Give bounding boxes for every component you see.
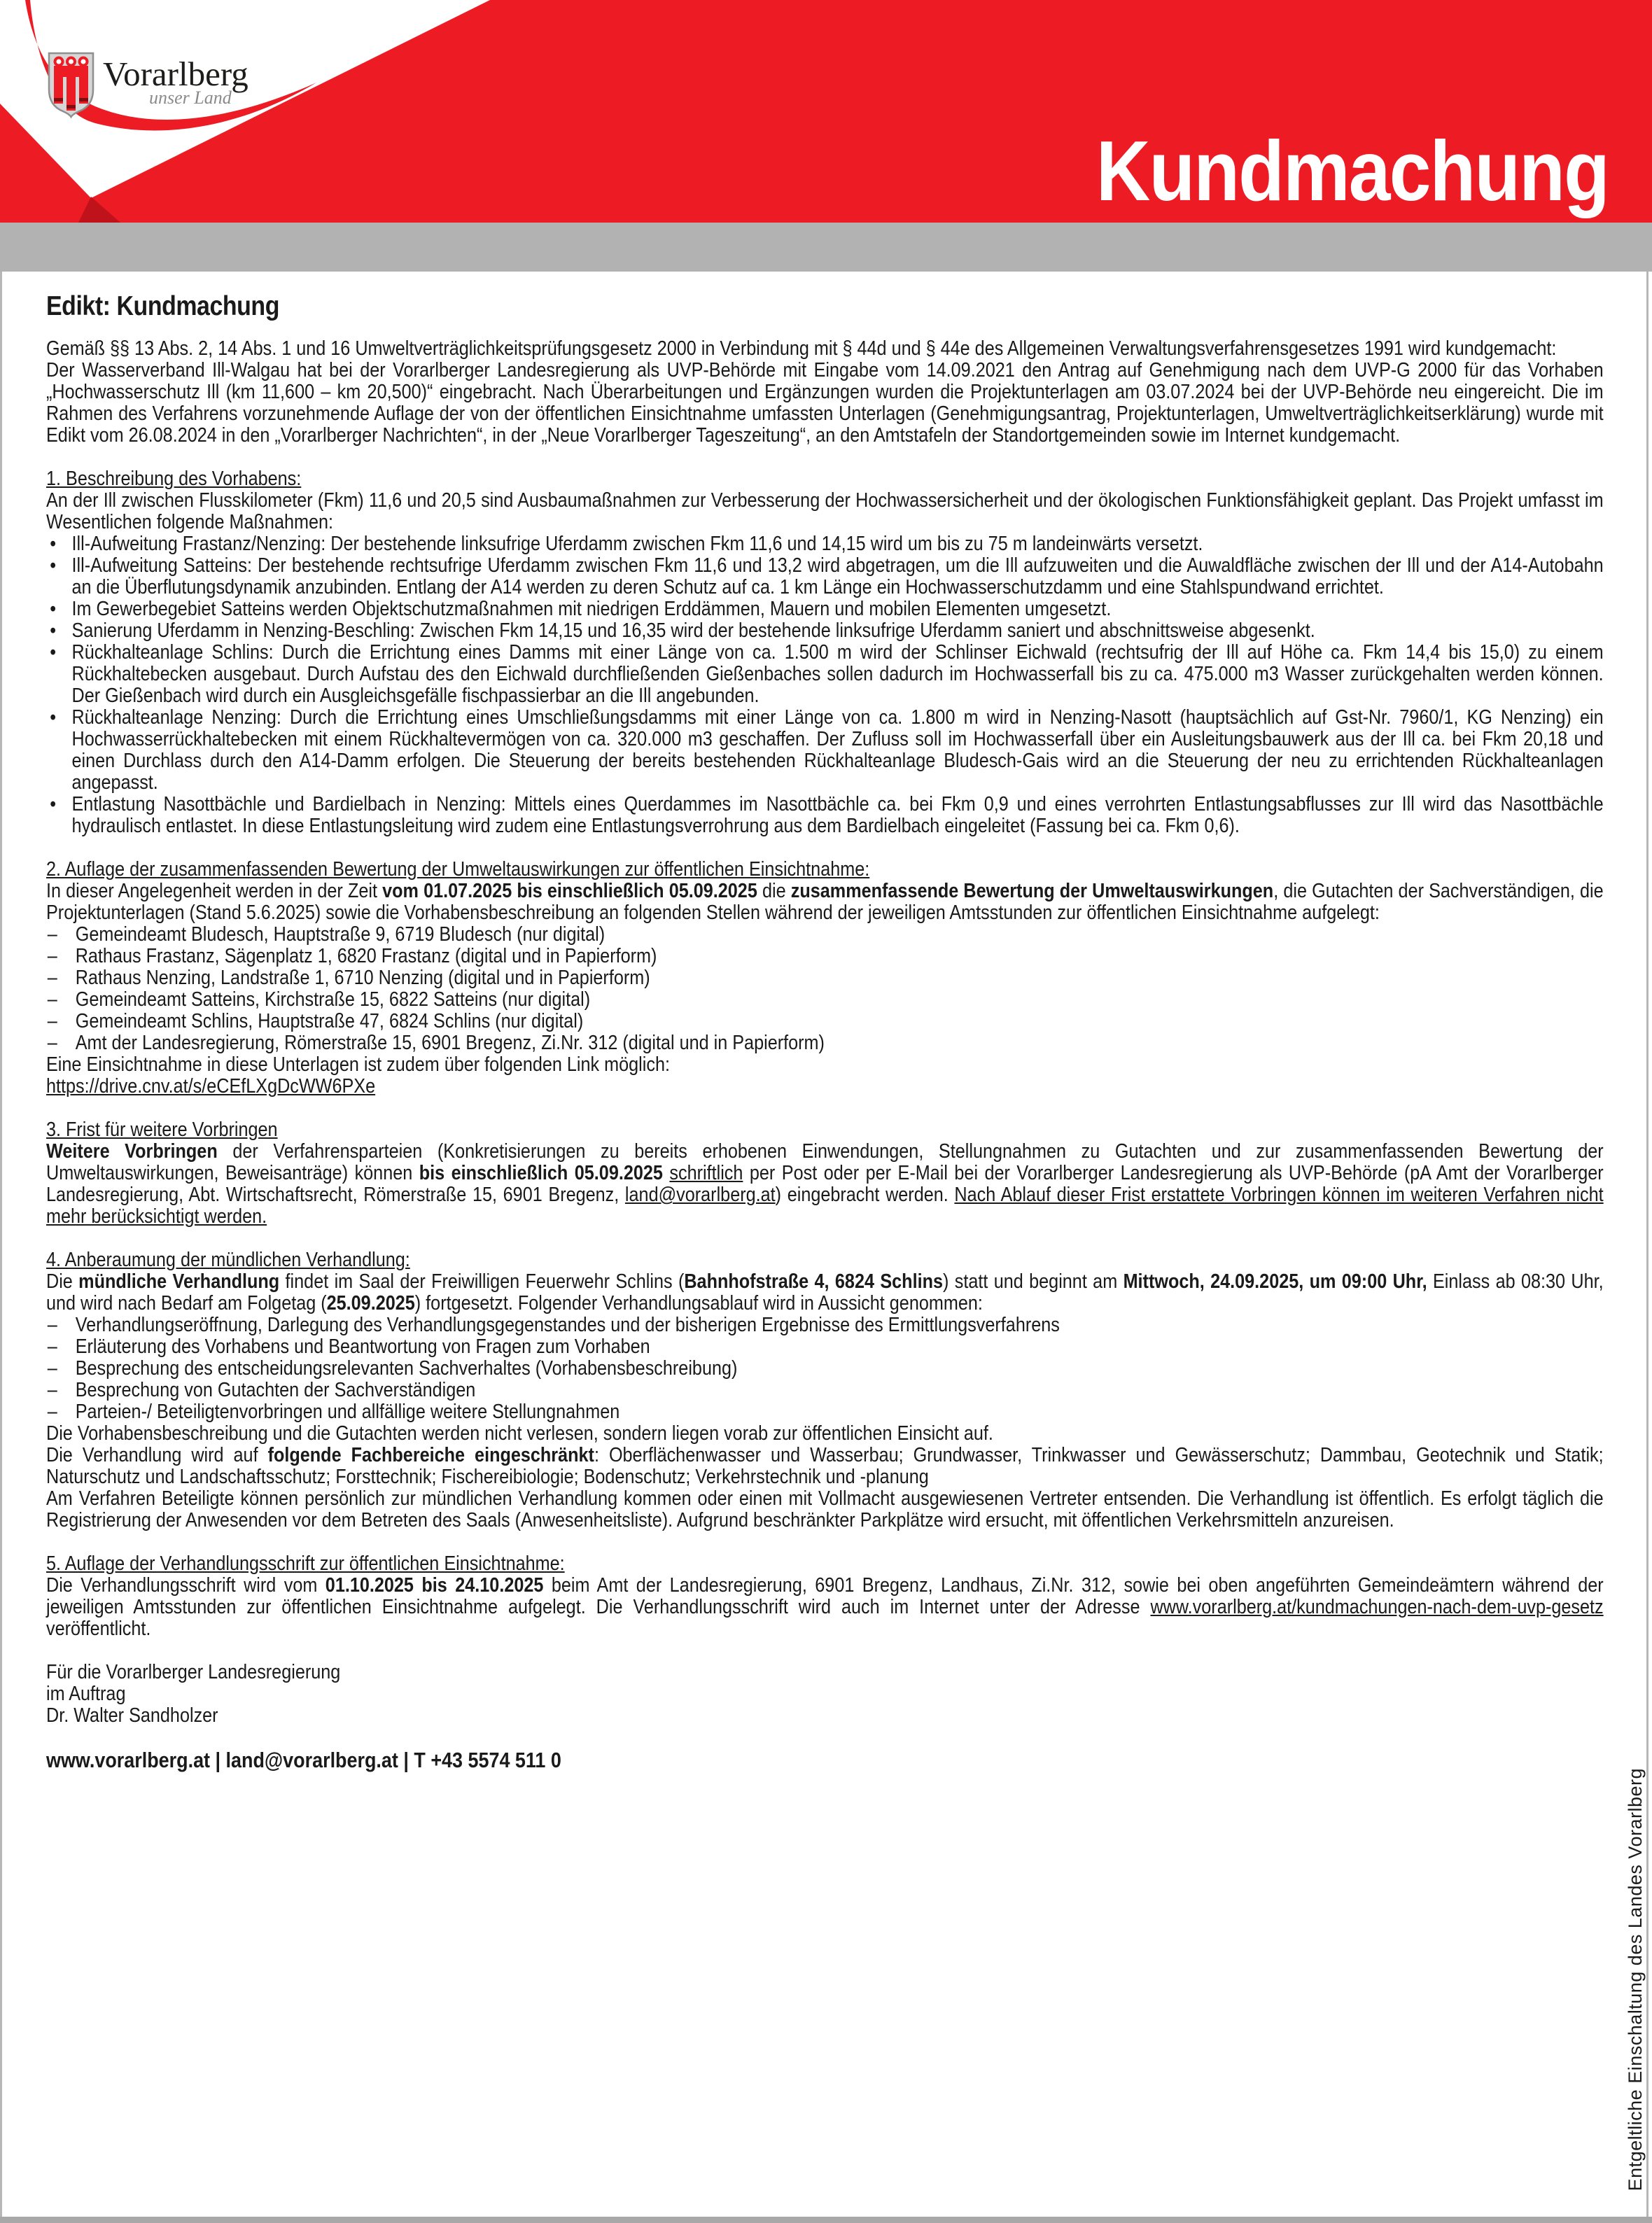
list-item xyxy=(46,1401,1604,1423)
bullet-marker: • xyxy=(50,706,57,729)
section-heading-text: 2. Auflage der zusammenfassenden Bewertung der Umweltauswirkungen zur öffentlichen Einsichtnahme: xyxy=(46,858,870,881)
bullet-marker: • xyxy=(50,793,57,815)
list-item-text xyxy=(71,642,1603,707)
list-item xyxy=(46,642,1604,707)
paragraph xyxy=(46,1575,1604,1640)
text-segment: der Verfahrensparteien (Konkretisierungen zu bereits erhobenen Einwendungen, Stellungnahmen zu Gutachten und zur zusammenfassenden Bewertung der Umweltauswirkungen, Beweisanträge) können xyxy=(46,1140,1604,1184)
list-item-text xyxy=(71,794,1603,837)
paragraph xyxy=(46,360,1604,447)
text-segment: ) fortgesetzt. Folgender Verhandlungsablauf wird in Aussicht genommen: xyxy=(414,1292,983,1314)
list-item xyxy=(46,946,1604,967)
signature-line: Für die Vorarlberger Landesregierung xyxy=(46,1661,341,1683)
dash-marker: – xyxy=(47,1357,57,1380)
list-item xyxy=(46,924,1604,946)
list-item xyxy=(46,989,1604,1011)
text-segment: Die xyxy=(46,1270,79,1293)
brand-tagline: unser Land xyxy=(149,87,232,108)
text-segment: Rückhalteanlage Nenzing: Durch die Errichtung eines Umschließungsdamms mit einer Länge von ca. 1.800 m wird in Nenzing-Nasott (hauptsächlich auf Gst-Nr. 7960/1, KG Nenzing) ein Hochwasserrückhaltebecken mit einem Rückhaltevermögen von ca. 320.000 m3 geschaffen. Der Zufluss soll im Hochwasserfall über ein Ausleitungsbauwerk aus der Ill ca. bei Fkm 20,18 und einen Durchlass durch den A14-Damm erfolgen. Die Steuerung der bereits bestehenden Rückhalteanlage Bludesch-Gais wird an die Steuerung der neu zu errichtenden Rückhalteanlagen angepasst. xyxy=(71,706,1604,794)
list-item-text xyxy=(71,598,1603,620)
list-item xyxy=(46,533,1604,555)
text-segment: Einlass ab 08:30 Uhr, und wird nach Bedarf am Folgetag ( xyxy=(46,1270,1604,1314)
contact-footer-line: www.vorarlberg.at | land@vorarlberg.at | T +43 5574 511 0 xyxy=(46,1748,561,1772)
list-item-text xyxy=(76,1032,1604,1054)
text-segment: Die Verhandlungsschrift wird vom xyxy=(46,1574,326,1597)
list-item-text xyxy=(76,1336,1604,1358)
section-heading xyxy=(46,1249,1604,1271)
text-segment: Gemeindeamt Bludesch, Hauptstraße 9, 6719 Bludesch (nur digital) xyxy=(75,923,606,946)
list-item-text xyxy=(76,1380,1604,1401)
section-heading xyxy=(46,1553,1604,1575)
text-segment: Weitere Vorbringen xyxy=(46,1140,218,1163)
list-item xyxy=(46,1336,1604,1358)
paragraph xyxy=(46,1141,1604,1228)
link-text[interactable]: land@vorarlberg.at xyxy=(624,1184,776,1206)
list-item-text xyxy=(71,707,1603,794)
dash-marker: – xyxy=(47,1314,57,1336)
text-segment: Rathaus Nenzing, Landstraße 1, 6710 Nenzing (digital und in Papierform) xyxy=(75,967,650,989)
text-segment: Entlastung Nasottbächle und Bardielbach in Nenzing: Mittels eines Querdammes im Nasottbächle ca. bei Fkm 0,9 und eines verrohrten Entlastungsabflusses zur Ill wird das Nasottbächle hydraulisch entlastet. In diese Entlastungsleitung wird zudem eine Entlastungsverrohrung aus dem Bardielbach eingeleitet (Fassung bei ca. Fkm 0,6). xyxy=(71,793,1604,837)
text-segment: beim Amt der Landesregierung, 6901 Bregenz, Landhaus, Zi.Nr. 312, sowie bei oben angeführten Gemeindeämtern während der jeweiligen Amtsstunden zur öffentlichen Einsichtnahme aufgelegt. Die Verhandlungsschrift wird auch im Internet unter der Adresse xyxy=(46,1574,1604,1618)
list-item-text xyxy=(76,946,1604,967)
text-segment: Im Gewerbegebiet Satteins werden Objektschutzmaßnahmen mit niedrigen Erddämmen, Mauern und mobilen Elementen umgesetzt. xyxy=(71,598,1112,620)
document-title: Edikt: Kundmachung xyxy=(46,291,279,321)
dash-marker: – xyxy=(47,945,57,967)
list-item-text xyxy=(71,620,1603,642)
bullet-marker: • xyxy=(50,554,57,577)
section-heading-text: 5. Auflage der Verhandlungsschrift zur öffentlichen Einsichtnahme: xyxy=(46,1552,565,1575)
text-segment: Erläuterung des Vorhabens und Beantwortung von Fragen zum Vorhaben xyxy=(75,1335,650,1358)
list-item xyxy=(46,555,1604,598)
page-left-border xyxy=(0,272,2,2217)
text-segment: per Post oder per E-Mail bei der Vorarlberger Landesregierung als UVP-Behörde (pA Amt der Vorarlberger Landesregierung, Abt. Wirtschaftsrecht, Römerstraße 15, 6901 Bregenz, xyxy=(46,1162,1604,1206)
dash-marker: – xyxy=(47,1401,57,1423)
dash-list xyxy=(46,1314,1604,1423)
page-right-border xyxy=(1646,272,1648,2217)
text-segment: In dieser Angelegenheit werden in der Zeit xyxy=(46,880,383,902)
bullet-marker: • xyxy=(50,598,57,620)
dash-marker: – xyxy=(47,1379,57,1401)
signature-line: im Auftrag xyxy=(46,1683,126,1705)
list-item xyxy=(46,707,1604,794)
paragraph xyxy=(46,881,1604,924)
section-heading-text: 3. Frist für weitere Vorbringen xyxy=(46,1118,278,1141)
dash-marker: – xyxy=(47,1335,57,1358)
bullet-marker: • xyxy=(50,641,57,664)
list-item xyxy=(46,1358,1604,1380)
text-segment: zusammenfassende Bewertung der Umweltauswirkungen xyxy=(790,880,1274,902)
list-item-text xyxy=(71,533,1603,555)
text-segment: , die Gutachten der Sachverständigen, die Projektunterlagen (Stand 5.6.2025) sowie die Vorhabensbeschreibung an folgenden Stellen während der jeweiligen Amtsstunden zur öffentlichen Einsichtnahme aufgelegt: xyxy=(46,880,1604,924)
text-segment: veröffentlicht. xyxy=(46,1618,151,1640)
signature-block xyxy=(46,1662,1604,1727)
text-segment: Gemeindeamt Satteins, Kirchstraße 15, 6822 Satteins (nur digital) xyxy=(75,988,591,1011)
text-segment: Sanierung Uferdamm in Nenzing-Beschling: Zwischen Fkm 14,15 und 16,35 wird der bestehende linksufrige Uferdamm saniert und abschnittsweise abgesenkt. xyxy=(71,619,1315,642)
dash-marker: – xyxy=(47,988,57,1011)
bullet-marker: • xyxy=(50,619,57,642)
text-segment: Die Verhandlung wird auf xyxy=(46,1444,268,1466)
dash-marker: – xyxy=(47,1010,57,1032)
text-segment: vom 01.07.2025 bis einschließlich 05.09.2025 xyxy=(382,880,757,902)
paragraph xyxy=(46,490,1604,533)
text-segment: ) eingebracht werden. xyxy=(775,1184,955,1206)
text-segment: Eine Einsichtnahme in diese Unterlagen ist zudem über folgenden Link möglich: xyxy=(46,1053,670,1076)
paragraph xyxy=(46,1445,1604,1488)
text-segment: Mittwoch, 24.09.2025, um 09:00 Uhr, xyxy=(1123,1270,1427,1293)
list-item-text xyxy=(76,1314,1604,1336)
section-heading xyxy=(46,468,1604,490)
text-segment: Die Vorhabensbeschreibung und die Gutachten werden nicht verlesen, sondern liegen vorab zur öffentlichen Einsicht auf. xyxy=(46,1422,993,1445)
section-heading-text: 4. Anberaumung der mündlichen Verhandlung: xyxy=(46,1249,410,1271)
text-segment: Besprechung von Gutachten der Sachverständigen xyxy=(75,1379,476,1401)
list-item-text xyxy=(76,1401,1604,1423)
list-item xyxy=(46,1011,1604,1032)
paragraph xyxy=(46,1076,1604,1098)
link-text[interactable]: https://drive.cnv.at/s/eCEfLXgDcWW6PXe xyxy=(46,1075,376,1098)
text-segment: Bahnhofstraße 4, 6824 Schlins xyxy=(684,1270,943,1293)
section-heading xyxy=(46,859,1604,881)
bullet-list xyxy=(46,533,1604,837)
paragraph xyxy=(46,1423,1604,1445)
list-item xyxy=(46,1380,1604,1401)
list-item xyxy=(46,794,1604,837)
text-segment: folgende Fachbereiche eingeschränkt xyxy=(267,1444,594,1466)
section-heading-text: 1. Beschreibung des Vorhabens: xyxy=(46,468,302,490)
text-segment: Besprechung des entscheidungsrelevanten Sachverhaltes (Vorhabensbeschreibung) xyxy=(75,1357,738,1380)
list-item xyxy=(46,598,1604,620)
text-segment: Parteien-/ Beteiligtenvorbringen und allfällige weitere Stellungnahmen xyxy=(75,1401,620,1423)
list-item-text xyxy=(76,967,1604,989)
section-heading xyxy=(46,1119,1604,1141)
list-item xyxy=(46,620,1604,642)
text-segment: 25.09.2025 xyxy=(326,1292,415,1314)
signature-line: Dr. Walter Sandholzer xyxy=(46,1704,218,1727)
text-segment: die xyxy=(757,880,791,902)
text-segment: Verhandlungseröffnung, Darlegung des Verhandlungsgegenstandes und der bisherigen Ergebnisse des Ermittlungsverfahrens xyxy=(75,1314,1060,1336)
header-gray-band xyxy=(0,223,1652,272)
text-segment: mündliche Verhandlung xyxy=(78,1270,280,1293)
page-bottom-bar xyxy=(0,2217,1652,2223)
text-segment: ) statt und beginnt am xyxy=(942,1270,1124,1293)
text-segment: findet im Saal der Freiwilligen Feuerwehr Schlins ( xyxy=(279,1270,685,1293)
paid-insertion-side-note: Entgeltliche Einschaltung des Landes Vorarlberg xyxy=(1625,1767,1646,2191)
text-segment xyxy=(663,1162,669,1184)
vorarlberg-coat-of-arms-icon xyxy=(49,53,93,117)
bullet-marker: • xyxy=(50,533,57,555)
dash-list xyxy=(46,924,1604,1054)
text-segment: Gemäß §§ 13 Abs. 2, 14 Abs. 1 und 16 Umweltverträglichkeitsprüfungsgesetz 2000 in Verbindung mit § 44d und § 44e des Allgemeinen Verwaltungsverfahrensgesetzes 1991 wird kundgemacht: xyxy=(46,337,1557,360)
paragraph xyxy=(46,338,1604,360)
text-segment: : Oberflächenwasser und Wasserbau; Grundwasser, Trinkwasser und Gewässerschutz; Dammbau, Geotechnik und Statik; Naturschutz und Landschaftsschutz; Forsttechnik; Fischereibiologie; Bodenschutz; Verkehrstechnik und -planung xyxy=(46,1444,1604,1488)
list-item xyxy=(46,967,1604,989)
text-segment: Amt der Landesregierung, Römerstraße 15, 6901 Bregenz, Zi.Nr. 312 (digital und in Papierform) xyxy=(75,1032,825,1054)
list-item-text xyxy=(76,1011,1604,1032)
list-item xyxy=(46,1032,1604,1054)
list-item-text xyxy=(76,924,1604,946)
document-blocks xyxy=(46,338,1604,1727)
brand-wordmark: Vorarlberg xyxy=(103,55,248,93)
list-item-text xyxy=(71,555,1603,598)
list-item-text xyxy=(76,1358,1604,1380)
text-segment: Der Wasserverband Ill-Walgau hat bei der Vorarlberger Landesregierung als UVP-Behörde mit Eingabe vom 14.09.2021 den Antrag auf Genehmigung nach dem UVP-G 2000 für das Vorhaben „Hochwasserschutz Ill (km 11,600 – km 20,500)“ eingebracht. Nach Überarbeitungen und Ergänzungen wurden die Projektunterlagen am 03.07.2024 bei der UVP-Behörde neu eingereicht. Die im Rahmen des Verfahrens vorzunehmende Auflage der von der öffentlichen Einsichtnahme umfassten Unterlagen (Genehmigungsantrag, Projektunterlagen, Umweltverträglichkeitserklärung) wurde mit Edikt vom 26.08.2024 in den „Vorarlberger Nachrichten“, in der „Neue Vorarlberger Tageszeitung“, an den Amtstafeln der Standortgemeinden sowie im Internet kundgemacht. xyxy=(46,359,1604,447)
paragraph xyxy=(46,1054,1604,1076)
text-segment: Ill-Aufweitung Satteins: Der bestehende rechtsufrige Uferdamm zwischen Fkm 11,6 und 13,2 wird abgetragen, um die Ill aufzuweiten und die Auwaldfläche zwischen der Ill und der A14-Autobahn an die Überflutungsdynamik anzubinden. Entlang der A14 werden zu deren Schutz auf ca. 1 km Länge ein Hochwasserschutzdamm und eine Stahlspundwand errichtet. xyxy=(71,554,1604,598)
text-segment: bis einschließlich 05.09.2025 xyxy=(419,1162,663,1184)
dash-marker: – xyxy=(47,1032,57,1054)
text-segment: Gemeindeamt Schlins, Hauptstraße 47, 6824 Schlins (nur digital) xyxy=(75,1010,584,1032)
document-body xyxy=(46,291,1604,1772)
dash-marker: – xyxy=(47,967,57,989)
list-item-text xyxy=(76,989,1604,1011)
text-segment: Rückhalteanlage Schlins: Durch die Errichtung eines Damms mit einer Länge von ca. 1.500 m wird der Schlinser Eichwald (rechtsufrig der Ill auf Höhe ca. Fkm 14,4 bis 15,0) zu einem Rückhaltebecken ausgebaut. Durch Aufstau des den Eichwald durchfließenden Gießenbaches sollen dadurch im Hochwasserfall bis zu ca. 475.000 m3 Wasser zurückgehalten werden können. Der Gießenbach wird durch ein Ausgleichsgefälle fischpassierbar an die Ill angebunden. xyxy=(71,641,1604,707)
link-text[interactable]: www.vorarlberg.at/kundmachungen-nach-dem-uvp-gesetz xyxy=(1150,1596,1604,1618)
text-segment: schriftlich xyxy=(669,1162,743,1184)
text-segment: 01.10.2025 bis 24.10.2025 xyxy=(325,1574,544,1597)
paragraph xyxy=(46,1271,1604,1314)
text-segment: Nach Ablauf dieser Frist erstattete Vorbringen können im weiteren Verfahren nicht mehr berücksichtigt werden. xyxy=(46,1184,1604,1228)
paragraph xyxy=(46,1488,1604,1531)
dash-marker: – xyxy=(47,923,57,946)
text-segment: Am Verfahren Beteiligte können persönlich zur mündlichen Verhandlung kommen oder einen mit Vollmacht ausgewiesenen Vertreter entsenden. Die Verhandlung ist öffentlich. Es erfolgt täglich die Registrierung der Anwesenden vor dem Betreten des Saals (Anwesenheitsliste). Aufgrund beschränkter Parkplätze wird ersucht, mit öffentlichen Verkehrsmitteln anzureisen. xyxy=(46,1487,1604,1531)
list-item xyxy=(46,1314,1604,1336)
text-segment: Ill-Aufweitung Frastanz/Nenzing: Der bestehende linksufrige Uferdamm zwischen Fkm 11,6 und 14,15 wird um bis zu 75 m landeinwärts versetzt. xyxy=(71,533,1203,555)
page-title: Kundmachung xyxy=(1096,123,1609,218)
text-segment: Rathaus Frastanz, Sägenplatz 1, 6820 Frastanz (digital und in Papierform) xyxy=(75,945,657,967)
text-segment: An der Ill zwischen Flusskilometer (Fkm) 11,6 und 20,5 sind Ausbaumaßnahmen zur Verbesserung der Hochwassersicherheit und der ökologischen Funktionsfähigkeit geplant. Das Projekt umfasst im Wesentlichen folgende Maßnahmen: xyxy=(46,489,1604,533)
